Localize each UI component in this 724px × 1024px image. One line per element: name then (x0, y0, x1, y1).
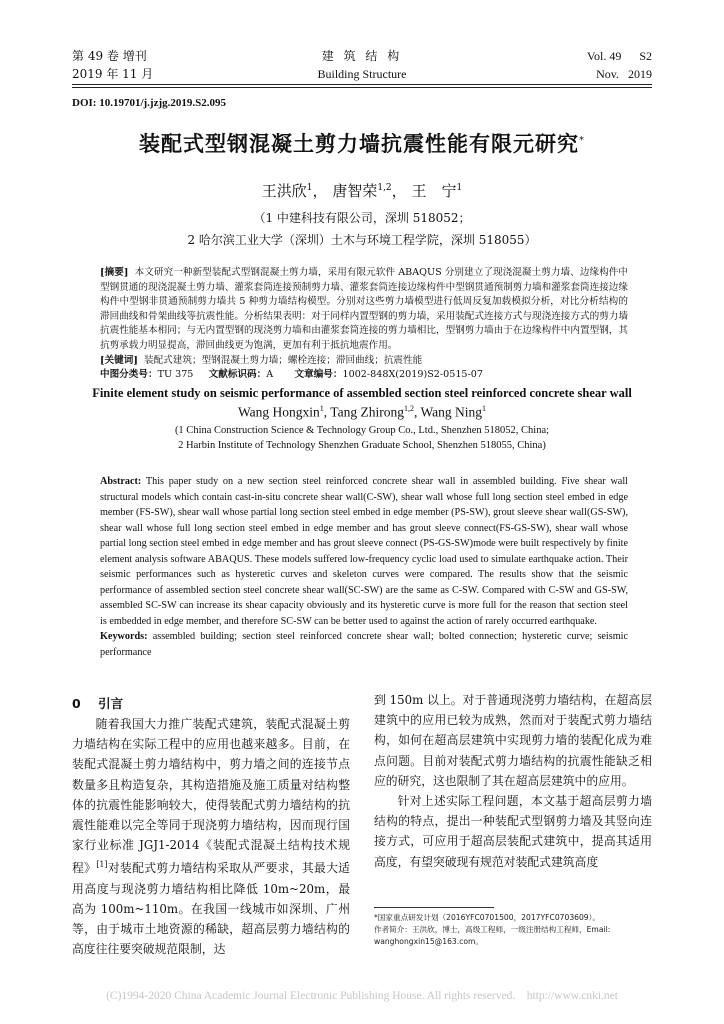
cn-keywords: 装配式建筑；型钢混凝土剪力墙；螺栓连接；滞回曲线；抗震性能 (143, 354, 423, 366)
author-name: 唐智荣 (332, 182, 378, 200)
cn-article-number: 1002-848X(2019)S2-0515-07 (342, 369, 483, 381)
english-author-list (72, 404, 652, 421)
section-title: 引言 (98, 696, 124, 711)
cn-keywords-label: [关键词] (100, 354, 138, 366)
footnote-funding: *国家重点研发计划（2016YFC0701500，2017YFC0703609）。 (374, 913, 601, 922)
en-abstract-label: Abstract: (100, 476, 142, 487)
en-author-name: Tang Zhirong (330, 404, 404, 420)
en-author-affil-mark: 1 (482, 404, 486, 413)
footnotes (374, 912, 658, 948)
body-text: 对装配式剪力墙结构采取从严要求，其最大适用高度与现浇剪力墙结构相比降低 10m~20m，最高为 100m~110m。在我国一线城市如深圳、广州等，由于城市土地资源的稀缺，超高层剪力墙结构的高度往往要突破规范限制，达 (72, 861, 350, 957)
footnote-author-bio: 作者简介：王洪欣，博士，高级工程师，一级注册结构工程师，Email: wanghongxin15@163.com。 (374, 925, 611, 946)
author-affil-mark: 1,2 (377, 183, 392, 193)
en-author-affil-mark: 1,2 (403, 404, 414, 413)
header-volume-cn: 第 49 卷 增刊 (72, 49, 147, 63)
affiliation-line: 2 哈尔滨工业大学（深圳）土木与环境工程学院，深圳 518055） (187, 233, 537, 247)
author-name: 王洪欣 (261, 182, 307, 200)
en-author-separator: , (323, 404, 331, 420)
chinese-abstract (100, 266, 628, 383)
en-author-name: Wang Ning (420, 404, 482, 420)
body-paragraph (72, 714, 350, 959)
body-paragraph: 针对上述实际工程问题，本文基于超高层剪力墙结构的特点，提出一种装配式型钢剪力墙及其竖向连接方式，可应用于超高层装配式建筑中，提高其适用高度，有望突破现有规范对装配式建筑高度 (374, 794, 652, 869)
section-number: 0 (72, 696, 81, 711)
cn-doc-code-label: 文献标识码： (208, 369, 267, 381)
title-footnote-mark[interactable]: * (579, 135, 585, 146)
body-column-right (374, 690, 652, 872)
en-affiliation-line: 2 Harbin Institute of Technology Shenzhen Graduate School, Shenzhen 518055, China) (178, 440, 546, 451)
body-paragraph: 到 150m 以上。对于普通现浇剪力墙结构，在超高层建筑中的应用已较为成熟，然而对于装配式剪力墙结构，如何在超高层建筑中实现剪力墙的装配化成为难点问题。目前对装配式剪力墙结构的抗震性能缺乏相应的研究，这也限制了其在超高层建筑中的应用。 (374, 693, 652, 788)
en-author-name: Wang Hongxin (237, 404, 320, 420)
english-title: Finite element study on seismic performance of assembled section steel reinforced concrete shear wall (92, 386, 632, 400)
author-affil-mark: 1 (306, 183, 313, 193)
author-name: 王 宁 (411, 182, 457, 200)
affiliation-line: （1 中建科技有限公司，深圳 518052； (253, 211, 471, 225)
en-author-separator: , (413, 404, 421, 420)
author-affil-mark: 1 (456, 183, 463, 193)
footnote-rule (374, 907, 494, 908)
doi[interactable]: DOI: 10.19701/j.jzjg.2019.S2.095 (72, 97, 226, 109)
header-rule-thin (72, 87, 652, 88)
en-keywords: assembled building; section steel reinforced concrete shear wall; bolted connection; hysteretic curve; seismic performance (100, 631, 629, 658)
header-date-cn: 2019 年 11 月 (72, 67, 154, 81)
header-journal-cn: 建 筑 结 构 (321, 49, 403, 63)
paper-title (72, 128, 652, 158)
section-heading (72, 694, 123, 712)
cnki-watermark: (C)1994-2020 China Academic Journal Electronic Publishing House. All rights reserved. http://www.cnki.net (106, 990, 618, 1002)
header-journal-en: Building Structure (317, 67, 407, 81)
header-volume-en: Vol. 49 S2 (586, 49, 652, 63)
author-separator: ， (312, 182, 328, 200)
en-abstract-text: This paper study on a new section steel reinforced concrete shear wall in assembled building. Five shear wall structural models which contain cast-in-situ concrete shear wall(C-SW), shear wall whose full long section steel embed in edge member (FS-SW), shear wall whose partial long section steel embed in edge member (PS-SW), grout sleeve shear wall(GS-SW), shear wall whose full long section steel embed in edge member and has grout sleeve connect(FS-GS-SW), shear wall whose partial long section steel embed in edge member and has grout sleeve connect (PS-GS-SW)mode were built respectively by finite element analysis software ABAQUS. These models suffered low-frequency cyclic load used to simulate earthquake action. Their seismic performances such as hysteretic curves and skeleton curves were compared. The results show that the seismic performance of assembled section steel concrete shear wall(SC-SW) are the same as C-SW. Compared with C-SW and GS-SW, assembled SC-SW can increase its shear capacity obviously and its hysteretic curve is more full for the reason that section steel is embedded in edge member, and therefore SC-SW can be better used to against the action of rarely occurred earthquake. (100, 476, 628, 627)
author-list (72, 180, 652, 201)
author-separator: ， (391, 182, 407, 200)
cn-doc-code: A (266, 369, 274, 381)
body-text: 随着我国大力推广装配式建筑，装配式混凝土剪力墙结构在实际工程中的应用也越来越多。目前，在装配式混凝土剪力墙结构中，剪力墙之间的连接节点数量多且构造复杂，其构造措施及施工质量对结构整体的抗震性能影响较大，使得装配式剪力墙结构的抗震性能难以完全等同于现浇剪力墙结构，因而现行国家行业标准 JGJ1-2014《装配式混凝土结构技术规程》 (72, 717, 350, 876)
paper-title-text: 装配式型钢混凝土剪力墙抗震性能有限元研究 (139, 132, 579, 156)
header-date-en: Nov. 2019 (596, 67, 652, 81)
cn-article-number-label: 文章编号： (294, 369, 343, 381)
body-column-left (72, 714, 350, 959)
en-affiliation-line: (1 China Construction Science & Technology Group Co., Ltd., Shenzhen 518052, China; (174, 425, 550, 436)
header-rule (72, 84, 652, 85)
en-keywords-label: Keywords: (100, 631, 148, 642)
cn-classification-label: 中图分类号： (100, 369, 158, 381)
cn-abstract-text: 本文研究一种新型装配式型钢混凝土剪力墙，采用有限元软件 ABAQUS 分别建立了现浇混凝土剪力墙、边缘构件中型钢贯通的现浇混凝土剪力墙、灌浆套筒连接预制剪力墙、灌浆套筒连接边缘构件中型钢贯通预制剪力墙和灌浆套筒连接边缘构件中型钢非贯通预制剪力墙共 5 种剪力墙结构模型。分别对这些剪力墙模型进行低周反复加载模拟分析，对比分析结构的滞回曲线和骨架曲线等抗震性能。分析结果表明：对于同样内置型钢的剪力墙，采用装配式连接方式与现浇连接方式的剪力墙抗震性能基本相同；与无内置型钢的现浇剪力墙和由灌浆套筒连接的剪力墙相比，型钢剪力墙由于在边缘构件中内置型钢，其抗剪承载力明显提高，滞回曲线更为饱满，更加有利于抵抗地震作用。 (100, 267, 628, 351)
en-author-affil-mark: 1 (319, 404, 324, 413)
citation-link[interactable]: [1] (96, 860, 108, 870)
english-abstract (100, 474, 628, 660)
cn-classification: TU 375 (157, 369, 194, 381)
cn-abstract-label: [摘要] (100, 267, 129, 278)
